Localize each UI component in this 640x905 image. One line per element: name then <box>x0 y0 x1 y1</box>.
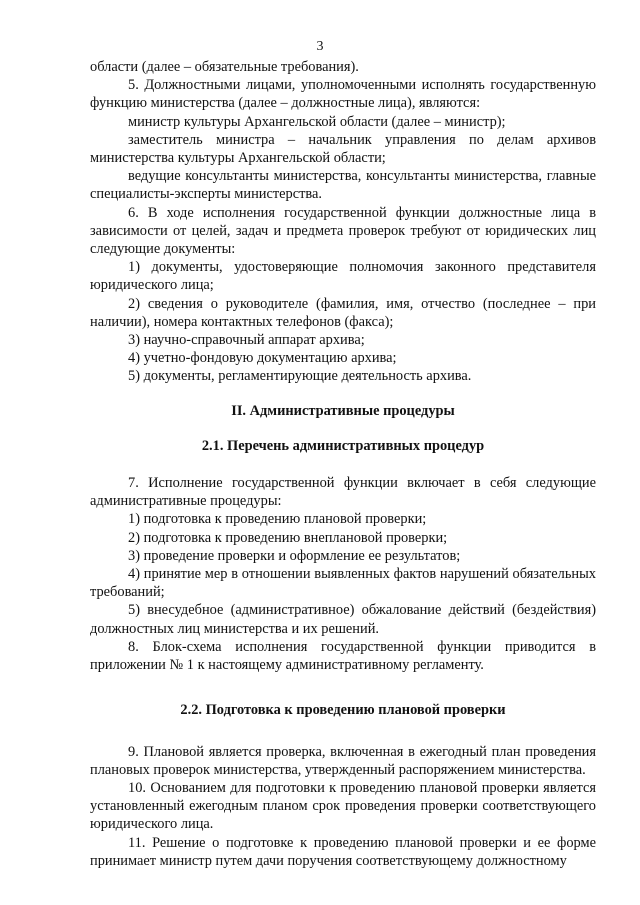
list-item-documents-4: 4) учетно-фондовую документацию архива; <box>128 350 397 367</box>
list-item-procedure-4: 4) принятие мер в отношении выявленных фактов нарушений обязательных требований; <box>90 566 596 601</box>
paragraph-planned-inspection: 9. Плановой является проверка, включенная в ежегодный план проведения плановых проверок министерства, утвержденный распоряжением министерства. <box>90 743 596 778</box>
list-item-documents-1: 1) документы, удостоверяющие полномочия законного представителя юридического лица; <box>90 259 596 294</box>
section-heading: II. Административные процедуры <box>231 402 455 419</box>
list-item-procedure-2: 2) подготовка к проведению внеплановой проверки; <box>128 529 448 546</box>
list-item-procedure-3: 3) проведение проверки и оформление ее результатов; <box>128 547 461 564</box>
paragraph-flowchart-reference: 8. Блок-схема исполнения государственной функции приводится в приложении № 1 к настоящему административному регламенту. <box>90 638 596 674</box>
paragraph-deputy-minister: заместитель министра – начальник управления по делам архивов министерства культуры Архангельской области; <box>90 131 596 167</box>
list-item-documents-3: 3) научно-справочный аппарат архива; <box>128 332 365 349</box>
paragraph-procedures-intro: 7. Исполнение государственной функции включает в себя следующие административные процедуры: <box>90 475 596 510</box>
list-item-procedure-1: 1) подготовка к проведению плановой проверки; <box>128 511 427 528</box>
list-item-documents-2: 2) сведения о руководителе (фамилия, имя, отчество (последнее – при наличии), номера контактных телефонов (факса); <box>90 295 596 330</box>
paragraph-continuation: области (далее – обязательные требования). <box>90 59 359 75</box>
document-body <box>90 58 596 870</box>
subsection-heading-2-2: 2.2. Подготовка к проведению плановой проверки <box>180 702 506 719</box>
page-number: 3 <box>316 39 324 54</box>
paragraph-inspection-basis: 10. Основанием для подготовки к проведению плановой проверки является установленный ежегодным планом срок проведения проверки соответствующего юридического лица. <box>90 779 596 833</box>
list-item-procedure-5: 5) внесудебное (административное) обжалование действий (бездействия) должностных лиц министерства и их решений. <box>90 602 596 637</box>
paragraph-officials: 5. Должностными лицами, уполномоченными исполнять государственную функцию министерства (далее – должностные лица), являются: <box>90 77 596 112</box>
paragraph-consultants: ведущие консультанты министерства, консультанты министерства, главные специалисты-эксперты министерства. <box>90 168 596 203</box>
paragraph-documents-required: 6. В ходе исполнения государственной функции должностные лица в зависимости от целей, задач и предмета проверок требуют от юридических лиц следующие документы: <box>90 204 596 258</box>
paragraph-minister: министр культуры Архангельской области (далее – министр); <box>128 113 506 130</box>
subsection-heading-2-1: 2.1. Перечень административных процедур <box>201 437 485 454</box>
paragraph-inspection-decision: 11. Решение о подготовке к проведению плановой проверки и ее форме принимает министр путем дачи поручения соответствующему должностному <box>90 834 596 869</box>
list-item-documents-5: 5) документы, регламентирующие деятельность архива. <box>128 368 472 385</box>
